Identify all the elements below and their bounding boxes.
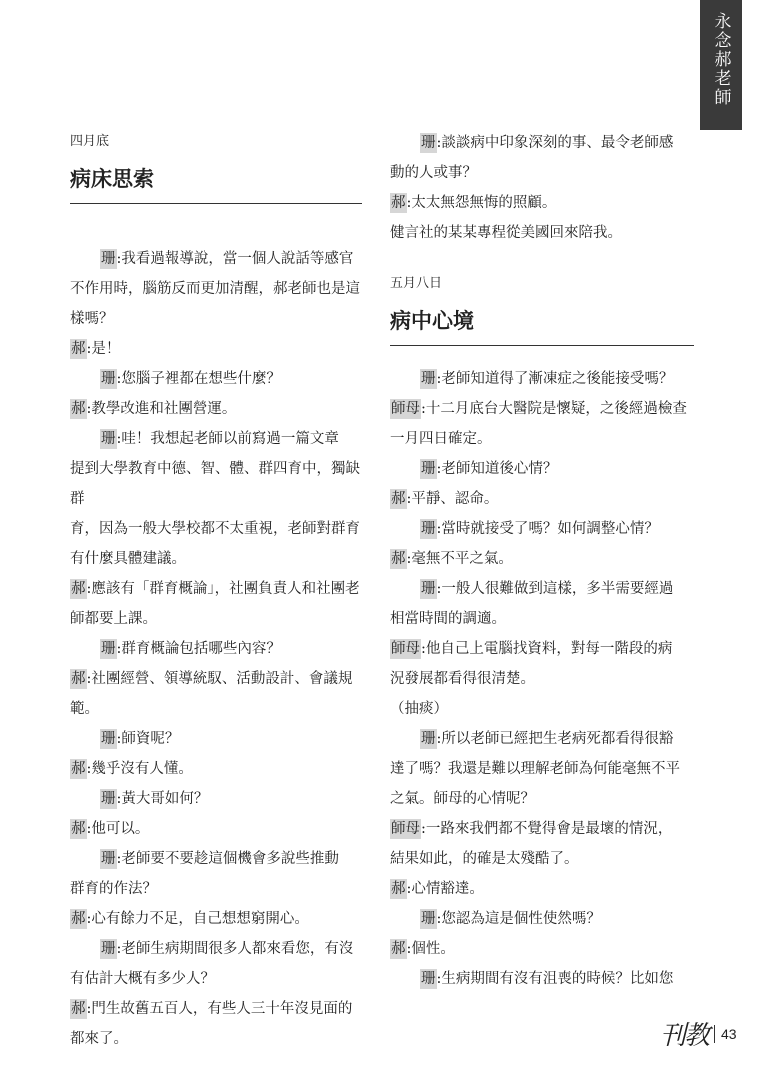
line-text: 一月四日確定。 — [390, 431, 492, 447]
dialogue-line — [390, 664, 694, 694]
line-text: :哇！我想起老師以前寫過一篇文章 — [116, 431, 339, 447]
dialogue-line — [70, 544, 362, 574]
dialogue-line — [70, 694, 362, 724]
dialogue-line — [390, 904, 694, 934]
line-text: 達了嗎？我還是難以理解老師為何能毫無不平 — [390, 761, 680, 777]
line-text: 有什麼具體建議。 — [70, 551, 186, 567]
dialogue-line — [390, 514, 694, 544]
line-text: 育，因為一般大學校都不太重視，老師對群育 — [70, 521, 360, 537]
dialogue-line — [390, 454, 694, 484]
line-text: 不作用時，腦筋反而更加清醒，郝老師也是這 — [70, 281, 360, 297]
speaker-tag: 珊 — [101, 371, 116, 387]
line-text: :是！ — [86, 341, 121, 357]
speaker-tag: 郝 — [391, 491, 406, 507]
dialogue-line — [390, 158, 694, 188]
page-number: 43 — [721, 1025, 737, 1042]
dialogue-line — [70, 904, 362, 934]
speaker-tag: 珊 — [421, 911, 436, 927]
line-text: 樣嗎？ — [70, 311, 114, 327]
dialogue-line — [70, 664, 362, 694]
dialogue-line — [70, 784, 362, 814]
section-date-may: 五月八日 — [390, 276, 443, 291]
line-text: :師資呢？ — [116, 731, 180, 747]
line-text: 有估計大概有多少人？ — [70, 971, 215, 987]
line-text: :他自己上電腦找資料，對每一階段的病 — [421, 641, 673, 657]
line-text: :您認為這是個性使然嗎？ — [436, 911, 601, 927]
line-text: :我看過報導說，當一個人說話等感官 — [116, 251, 354, 267]
dialogue-line — [390, 934, 694, 964]
speaker-tag: 郝 — [71, 401, 86, 417]
dialogue-line — [70, 304, 362, 334]
speaker-tag: 郝 — [71, 761, 86, 777]
speaker-tag: 珊 — [101, 731, 116, 747]
dialogue-line — [390, 634, 694, 664]
speaker-tag: 郝 — [391, 551, 406, 567]
speaker-tag: 珊 — [101, 251, 116, 267]
speaker-tag: 珊 — [421, 731, 436, 747]
line-text: 範。 — [70, 701, 99, 717]
line-text: :黃大哥如何？ — [116, 791, 209, 807]
speaker-tag: 珊 — [101, 791, 116, 807]
speaker-tag: 郝 — [391, 941, 406, 957]
line-text: 群育的作法？ — [70, 881, 157, 897]
dialogue-line — [390, 604, 694, 634]
dialogue-line — [70, 244, 362, 274]
speaker-tag: 珊 — [421, 461, 436, 477]
line-text: :應該有「群育概論」，社團負責人和社團老 — [86, 581, 360, 597]
line-text: :老師生病期間很多人都來看您，有沒 — [116, 941, 354, 957]
dialogue-line — [70, 424, 362, 454]
line-text: 都來了。 — [70, 1031, 128, 1047]
dialogue-line — [70, 394, 362, 424]
line-text: :社團經營、領導統馭、活動設計、會議規 — [86, 671, 353, 687]
speaker-tag: 郝 — [71, 671, 86, 687]
dialogue-left — [70, 244, 362, 1054]
line-text: 況發展都看得很清楚。 — [390, 671, 535, 687]
speaker-tag: 郝 — [391, 881, 406, 897]
speaker-tag: 師母 — [391, 641, 420, 657]
dialogue-line — [390, 484, 694, 514]
line-text: :所以老師已經把生老病死都看得很豁 — [436, 731, 674, 747]
dialogue-line — [390, 694, 694, 724]
line-text: :毫無不平之氣。 — [406, 551, 513, 567]
speaker-tag: 珊 — [101, 851, 116, 867]
dialogue-line — [390, 218, 694, 248]
dialogue-line — [70, 334, 362, 364]
dialogue-line — [390, 724, 694, 754]
dialogue-line — [390, 814, 694, 844]
line-text: （抽痰） — [390, 701, 448, 717]
dialogue-line — [70, 604, 362, 634]
line-text: :群育概論包括哪些內容？ — [116, 641, 281, 657]
dialogue-line — [70, 634, 362, 664]
page-footer — [660, 1015, 737, 1052]
speaker-tag: 郝 — [71, 341, 86, 357]
dialogue-line — [390, 128, 694, 158]
dialogue-line — [70, 814, 362, 844]
line-text: :平靜、認命。 — [406, 491, 499, 507]
line-text: :老師知道得了漸凍症之後能接受嗎？ — [436, 371, 674, 387]
dialogue-line — [390, 784, 694, 814]
speaker-tag: 師母 — [391, 401, 420, 417]
line-text: :心情豁達。 — [406, 881, 484, 897]
line-text: :心有餘力不足，自己想想窮開心。 — [86, 911, 309, 927]
line-text: :幾乎沒有人懂。 — [86, 761, 193, 777]
dialogue-line — [70, 934, 362, 964]
line-text: :一般人很難做到這樣，多半需要經過 — [436, 581, 674, 597]
speaker-tag: 郝 — [391, 195, 406, 211]
speaker-tag: 郝 — [71, 581, 86, 597]
speaker-tag: 珊 — [421, 971, 436, 987]
line-text: 動的人或事？ — [390, 165, 477, 181]
speaker-tag: 郝 — [71, 911, 86, 927]
right-column — [390, 128, 694, 994]
magazine-logo: 刊教 — [660, 1021, 709, 1051]
dialogue-line — [70, 454, 362, 514]
line-text: :老師知道後心情？ — [436, 461, 558, 477]
line-text: :談談病中印象深刻的事、最令老師感 — [436, 135, 674, 151]
chapter-side-tab — [700, 0, 742, 130]
dialogue-line — [70, 754, 362, 784]
line-text: :當時就接受了嗎？如何調整心情？ — [436, 521, 659, 537]
dialogue-right-top — [390, 128, 694, 248]
chapter-tab-label: 永念郝老師 — [710, 12, 731, 107]
line-text: :十二月底台大醫院是懷疑，之後經過檢查 — [421, 401, 687, 417]
section-date-april: 四月底 — [70, 134, 110, 149]
dialogue-line — [390, 874, 694, 904]
line-text: :您腦子裡都在想些什麼？ — [116, 371, 281, 387]
spacer — [70, 218, 362, 244]
speaker-tag: 珊 — [101, 641, 116, 657]
dialogue-right — [390, 364, 694, 994]
line-text: 提到大學教育中德、智、體、群四育中，獨缺群 — [70, 461, 360, 507]
dialogue-line — [70, 874, 362, 904]
dialogue-line — [390, 364, 694, 394]
section-title-bedside: 病床思索 — [70, 163, 362, 204]
line-text: :太太無怨無悔的照顧。 — [406, 195, 557, 211]
dialogue-line — [70, 994, 362, 1024]
dialogue-line — [390, 544, 694, 574]
speaker-tag: 珊 — [101, 941, 116, 957]
dialogue-line — [70, 274, 362, 304]
speaker-tag: 郝 — [71, 1001, 86, 1017]
dialogue-line — [70, 1024, 362, 1054]
dialogue-line — [70, 964, 362, 994]
speaker-tag: 珊 — [421, 135, 436, 151]
line-text: :教學改進和社團營運。 — [86, 401, 237, 417]
line-text: 相當時間的調適。 — [390, 611, 506, 627]
spacer — [390, 248, 694, 270]
dialogue-line — [390, 188, 694, 218]
line-text: :門生故舊五百人，有些人三十年沒見面的 — [86, 1001, 353, 1017]
line-text: :一路來我們都不覺得會是最壞的情況， — [421, 821, 673, 837]
speaker-tag: 珊 — [421, 581, 436, 597]
speaker-tag: 珊 — [101, 431, 116, 447]
dialogue-line — [390, 424, 694, 454]
speaker-tag: 師母 — [391, 821, 420, 837]
dialogue-line — [70, 724, 362, 754]
dialogue-line — [70, 574, 362, 604]
dialogue-line — [390, 574, 694, 604]
speaker-tag: 珊 — [421, 371, 436, 387]
dialogue-line — [390, 964, 694, 994]
speaker-tag: 郝 — [71, 821, 86, 837]
dialogue-line — [70, 514, 362, 544]
line-text: 健言社的某某專程從美國回來陪我。 — [390, 225, 622, 241]
line-text: :個性。 — [406, 941, 455, 957]
dialogue-line — [390, 844, 694, 874]
left-column — [70, 128, 362, 1054]
line-text: 之氣。師母的心情呢？ — [390, 791, 535, 807]
speaker-tag: 珊 — [421, 521, 436, 537]
line-text: 師都要上課。 — [70, 611, 157, 627]
section-title-mood: 病中心境 — [390, 305, 694, 346]
line-text: 結果如此，的確是太殘酷了。 — [390, 851, 579, 867]
line-text: :老師要不要趁這個機會多說些推動 — [116, 851, 339, 867]
line-text: :他可以。 — [86, 821, 150, 837]
dialogue-line — [70, 844, 362, 874]
dialogue-line — [390, 394, 694, 424]
dialogue-line — [70, 364, 362, 394]
dialogue-line — [390, 754, 694, 784]
line-text: :生病期間有沒有沮喪的時候？比如您 — [436, 971, 674, 987]
footer-divider — [714, 1025, 715, 1043]
